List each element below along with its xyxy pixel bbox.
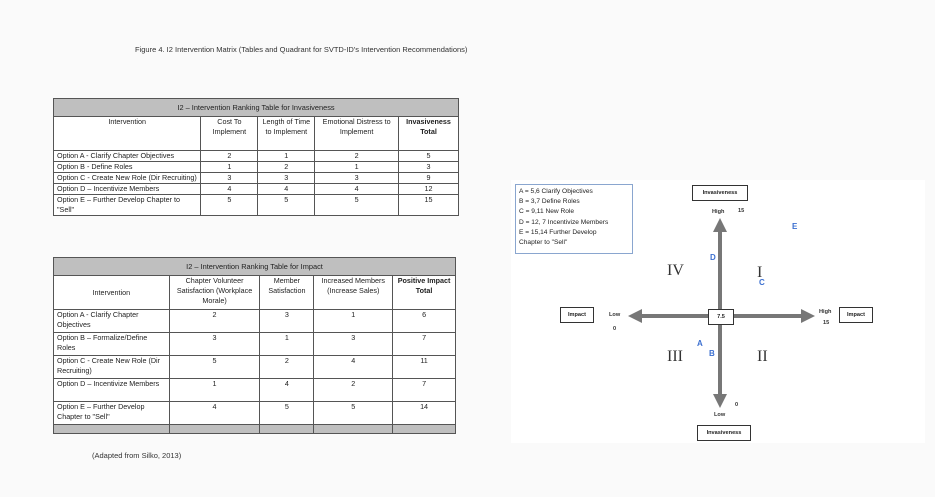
quadrant-iii-label: III [667, 348, 683, 365]
table-row [54, 173, 459, 184]
cell: 4 [258, 184, 315, 195]
table-row [54, 162, 459, 173]
high-right-label: High [819, 309, 832, 315]
cell: 1 [314, 310, 393, 333]
cell: 3 [315, 173, 399, 184]
cell: 2 [315, 151, 399, 162]
low-left-label: Low [609, 312, 621, 318]
header-total: Positive Impact Total [393, 276, 456, 310]
header-member-satisfaction: Member Satisfaction [260, 276, 314, 310]
cell: 5 [260, 402, 314, 425]
cell: 3 [169, 333, 260, 356]
table-row [54, 151, 459, 162]
row-label: Option A - Clarify Chapter Objectives [54, 310, 170, 333]
arrow-right-icon [801, 309, 815, 323]
cell: 5 [169, 356, 260, 379]
cell: 4 [315, 184, 399, 195]
cell: 12 [399, 184, 459, 195]
figure-caption: Figure 4. I2 Intervention Matrix (Tables and Quadrant for SVTD-ID's Intervention Recommendations) [135, 45, 468, 54]
cell: 7 [393, 379, 456, 402]
header-intervention: Intervention [54, 276, 170, 310]
table-row [54, 184, 459, 195]
high-top-label: High [712, 209, 725, 215]
cell: 3 [314, 333, 393, 356]
cell: 2 [169, 310, 260, 333]
row-label: Option A - Clarify Chapter Objectives [54, 151, 201, 162]
legend-line: C = 9,11 New Role [519, 208, 575, 216]
cell: 2 [314, 379, 393, 402]
center-value: 7.5 [708, 309, 734, 325]
high-right-value: 15 [823, 320, 830, 326]
axis-label-left: Impact [560, 307, 594, 323]
cell: 2 [258, 162, 315, 173]
cell: 6 [393, 310, 456, 333]
header-cost: Cost To Implement [201, 117, 258, 151]
legend-line: Chapter to "Sell" [519, 239, 568, 247]
row-label: Option B - Define Roles [54, 162, 201, 173]
cell: 4 [260, 379, 314, 402]
cell: 5 [399, 151, 459, 162]
axis-label-top: Invasiveness [692, 185, 748, 201]
table-row [54, 356, 456, 379]
row-label: Option E – Further Develop Chapter to "Sell" [54, 402, 170, 425]
table-row [54, 195, 459, 216]
cell: 3 [399, 162, 459, 173]
point-e-label: E [792, 222, 798, 231]
impact-table [53, 257, 456, 434]
legend-line: A = 5,6 Clarify Objectives [519, 188, 593, 195]
table-row [54, 402, 456, 425]
cell: 15 [399, 195, 459, 216]
table-row [54, 333, 456, 356]
header-distress: Emotional Distress to Implement [315, 117, 399, 151]
table-title: I2 – Intervention Ranking Table for Invasiveness [54, 99, 459, 117]
header-length: Length of Time to Implement [258, 117, 315, 151]
point-a-label: A [697, 339, 703, 348]
cell: 2 [260, 356, 314, 379]
table-row [54, 379, 456, 402]
intervention-quadrant [511, 180, 925, 443]
row-label: Option D – Incentivize Members [54, 379, 170, 402]
axis-label-bottom: Invasiveness [697, 425, 751, 441]
cell: 5 [201, 195, 258, 216]
table-filler-row [54, 425, 456, 434]
table-row [54, 310, 456, 333]
cell: 1 [315, 162, 399, 173]
cell: 1 [258, 151, 315, 162]
cell: 7 [393, 333, 456, 356]
cell: 11 [393, 356, 456, 379]
row-label: Option C - Create New Role (Dir Recruiting) [54, 173, 201, 184]
point-c-label: C [759, 278, 765, 287]
quadrant-ii-label: II [757, 348, 768, 365]
cell: 5 [258, 195, 315, 216]
row-label: Option B – Formalize/Define Roles [54, 333, 170, 356]
cell: 5 [314, 402, 393, 425]
low-left-value: 0 [613, 326, 617, 332]
cell: 1 [201, 162, 258, 173]
cell: 4 [201, 184, 258, 195]
cell: 1 [260, 333, 314, 356]
row-label: Option C - Create New Role (Dir Recruiting) [54, 356, 170, 379]
low-bottom-value: 0 [735, 402, 739, 408]
arrow-up-icon [713, 218, 727, 232]
header-volunteer-satisfaction: Chapter Volunteer Satisfaction (Workplace Morale) [169, 276, 260, 310]
cell: 4 [169, 402, 260, 425]
invasiveness-table [53, 98, 459, 216]
source-note: (Adapted from Silko, 2013) [92, 451, 182, 460]
legend-line: E = 15,14 Further Develop [519, 228, 597, 236]
cell: 3 [260, 310, 314, 333]
cell: 2 [201, 151, 258, 162]
cell: 3 [258, 173, 315, 184]
quadrant-iv-label: IV [667, 262, 684, 279]
legend-line: D = 12, 7 Incentivize Members [519, 218, 609, 226]
table-title: I2 – Intervention Ranking Table for Impact [54, 258, 456, 276]
row-label: Option D – Incentivize Members [54, 184, 201, 195]
header-increased-members: Increased Members (Increase Sales) [314, 276, 393, 310]
arrow-left-icon [628, 309, 642, 323]
cell: 3 [201, 173, 258, 184]
point-d-label: D [710, 253, 716, 262]
cell: 4 [314, 356, 393, 379]
point-b-label: B [709, 349, 715, 358]
quadrant-i-label: I [757, 264, 763, 281]
row-label: Option E – Further Develop Chapter to "Sell" [54, 195, 201, 216]
axis-label-right: Impact [839, 307, 873, 323]
arrow-down-icon [713, 394, 727, 408]
cell: 9 [399, 173, 459, 184]
cell: 5 [315, 195, 399, 216]
header-intervention: Intervention [54, 117, 201, 151]
high-top-value: 15 [738, 208, 745, 214]
cell: 1 [169, 379, 260, 402]
low-bottom-label: Low [714, 412, 726, 418]
legend-line: B = 3,7 Define Roles [519, 198, 580, 206]
header-total: Invasiveness Total [399, 117, 459, 151]
cell: 14 [393, 402, 456, 425]
